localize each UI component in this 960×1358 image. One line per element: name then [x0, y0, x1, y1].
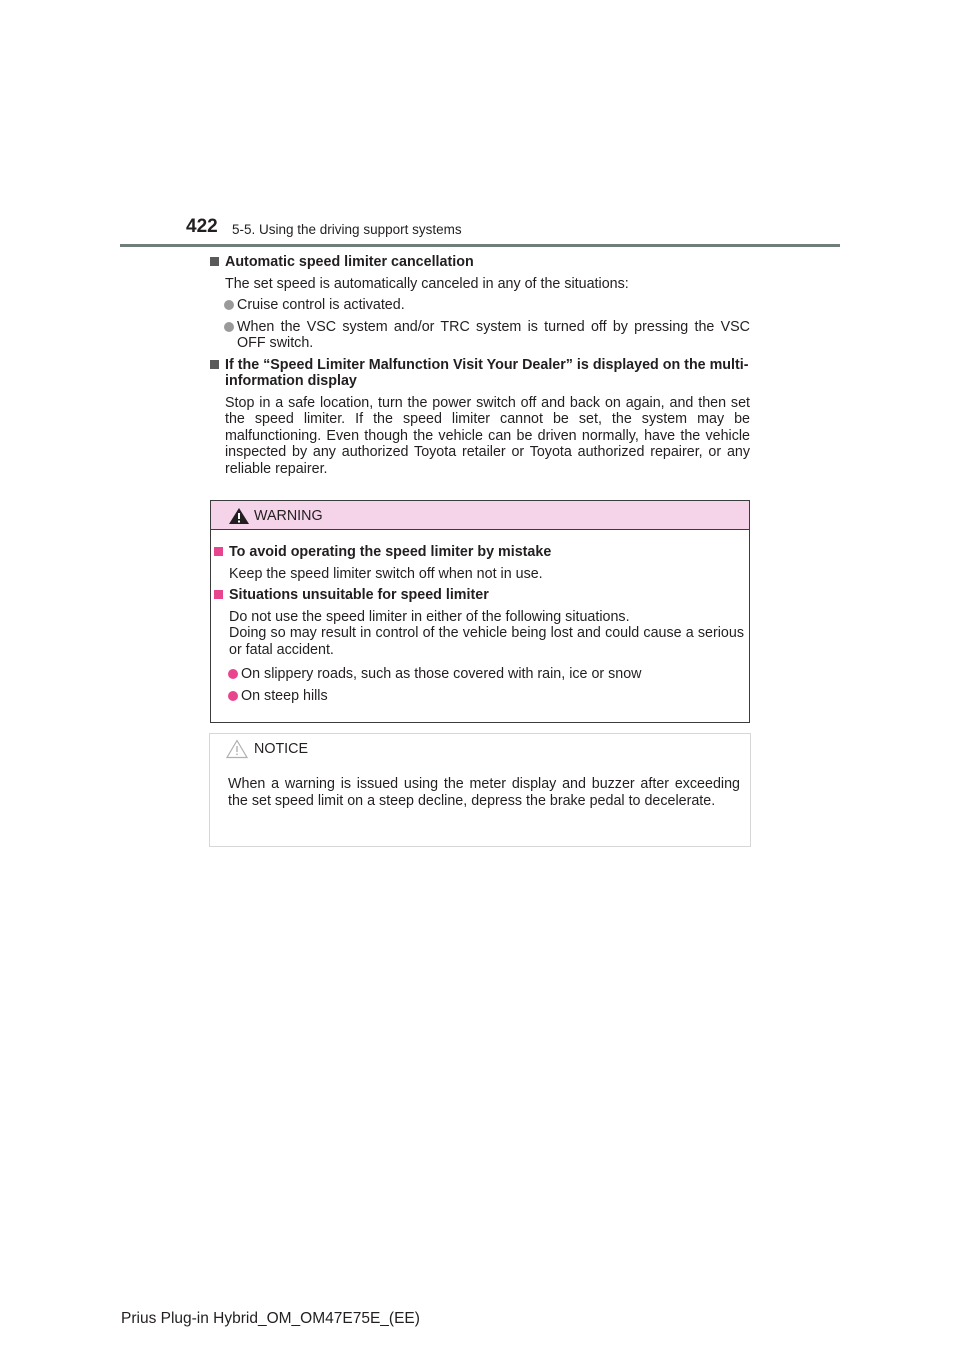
malfunction-body: Stop in a safe location, turn the power switch off and back on again, and then set the speed limiter. If the speed limiter cannot be set, the system may be malfunctioning. Even though the vehicle can be driven normally, have the vehicle inspected by any authorized Toyota retailer or Toyota authorized repairer, or any reliable repairer. — [225, 394, 750, 477]
circle-bullet-icon — [224, 322, 234, 332]
document-id: Prius Plug-in Hybrid_OM_OM47E75E_(EE) — [121, 1310, 420, 1327]
warning-triangle-icon — [228, 507, 250, 525]
list-item: Cruise control is activated. — [210, 297, 750, 314]
header-divider — [120, 244, 840, 247]
square-bullet-icon — [210, 257, 219, 266]
notice-box — [209, 733, 751, 847]
warning-heading-mistake: To avoid operating the speed limiter by mistake — [214, 544, 744, 561]
cancellation-intro: The set speed is automatically canceled in any of the situations: — [225, 275, 629, 292]
square-bullet-icon — [214, 590, 223, 599]
circle-bullet-icon — [228, 669, 238, 679]
section-heading-cancellation: Automatic speed limiter cancellation — [210, 254, 750, 271]
warning-box — [210, 500, 750, 723]
warning-body — [214, 544, 744, 709]
circle-bullet-icon — [224, 300, 234, 310]
main-content — [210, 254, 750, 482]
list-item: When the VSC system and/or TRC system is turned off by pressing the VSC OFF switch. — [210, 319, 750, 352]
list-item: On steep hills — [214, 688, 744, 705]
warning-heading-unsuitable: Situations unsuitable for speed limiter — [214, 587, 744, 604]
section-title: 5-5. Using the driving support systems — [232, 222, 462, 237]
warning-unsuitable-line1: Do not use the speed limiter in either of the following situations. — [229, 608, 630, 625]
warning-header — [211, 501, 749, 530]
list-item: On slippery roads, such as those covered with rain, ice or snow — [214, 666, 744, 683]
warning-unsuitable-line2: Doing so may result in control of the vehicle being lost and could cause a serious or fatal accident. — [229, 625, 744, 658]
warning-label: WARNING — [254, 508, 323, 524]
warning-mistake-body: Keep the speed limiter switch off when not in use. — [229, 565, 543, 582]
square-bullet-icon — [210, 360, 219, 369]
square-bullet-icon — [214, 547, 223, 556]
notice-header — [210, 734, 750, 764]
notice-triangle-icon — [226, 739, 248, 759]
page-number: 422 — [186, 216, 218, 237]
notice-label: NOTICE — [254, 741, 309, 757]
section-heading-malfunction: If the “Speed Limiter Malfunction Visit Your Dealer” is displayed on the multi-information display — [210, 357, 750, 390]
circle-bullet-icon — [228, 691, 238, 701]
notice-body: When a warning is issued using the meter display and buzzer after exceeding the set speed limit on a steep decline, depress the brake pedal to decelerate. — [228, 776, 740, 809]
